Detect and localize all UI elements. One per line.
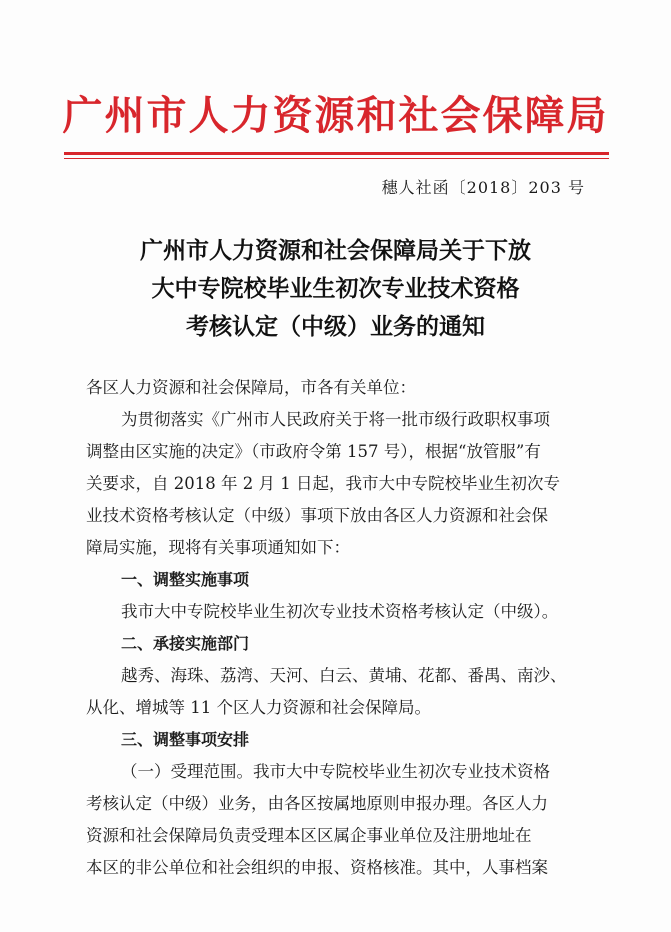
body-line: 关要求，自 2018 年 2 月 1 日起，我市大中专院校毕业生初次专 [86,474,560,493]
body-line: 业技术资格考核认定（中级）事项下放由各区人力资源和社会保 [86,506,548,525]
body-line: 越秀、海珠、荔湾、天河、白云、黄埔、花都、番禺、南沙、 [121,666,567,685]
letterhead-rule-thick [64,152,609,155]
document-title [0,232,671,346]
body-line: 资源和社会保障局负责受理本区区属企事业单位及注册地址在 [86,826,532,845]
document-body [86,372,606,884]
section-heading: 三、调整事项安排 [121,730,250,749]
document-number: 穗人社函〔2018〕203 号 [381,178,585,197]
section-heading: 二、承接实施部门 [121,634,250,653]
letterhead-rule-thin [64,158,609,159]
title-line: 广州市人力资源和社会保障局关于下放 [140,238,531,264]
body-line: 障局实施，现将有关事项通知如下： [86,538,350,557]
body-line: 调整由区实施的决定》（市政府令第 157 号），根据“放管服”有 [86,442,541,461]
section-heading: 一、调整实施事项 [121,570,250,589]
body-line: （一）受理范围。我市大中专院校毕业生初次专业技术资格 [121,762,550,781]
title-line: 考核认定（中级）业务的通知 [186,314,485,340]
title-line: 大中专院校毕业生初次专业技术资格 [151,276,520,302]
salutation: 各区人力资源和社会保障局，市各有关单位： [86,378,416,397]
body-line: 我市大中专院校毕业生初次专业技术资格考核认定（中级）。 [121,602,559,621]
body-line: 本区的非公单位和社会组织的申报、资格核准。其中，人事档案 [86,858,548,877]
body-line: 为贯彻落实《广州市人民政府关于将一批市级行政职权事项 [121,410,550,429]
body-line: 考核认定（中级）业务，由各区按属地原则申报办理。各区人力 [86,794,548,813]
body-line: 从化、增城等 11 个区人力资源和社会保障局。 [86,698,431,717]
agency-letterhead: 广州市人力资源和社会保障局 [62,92,609,139]
